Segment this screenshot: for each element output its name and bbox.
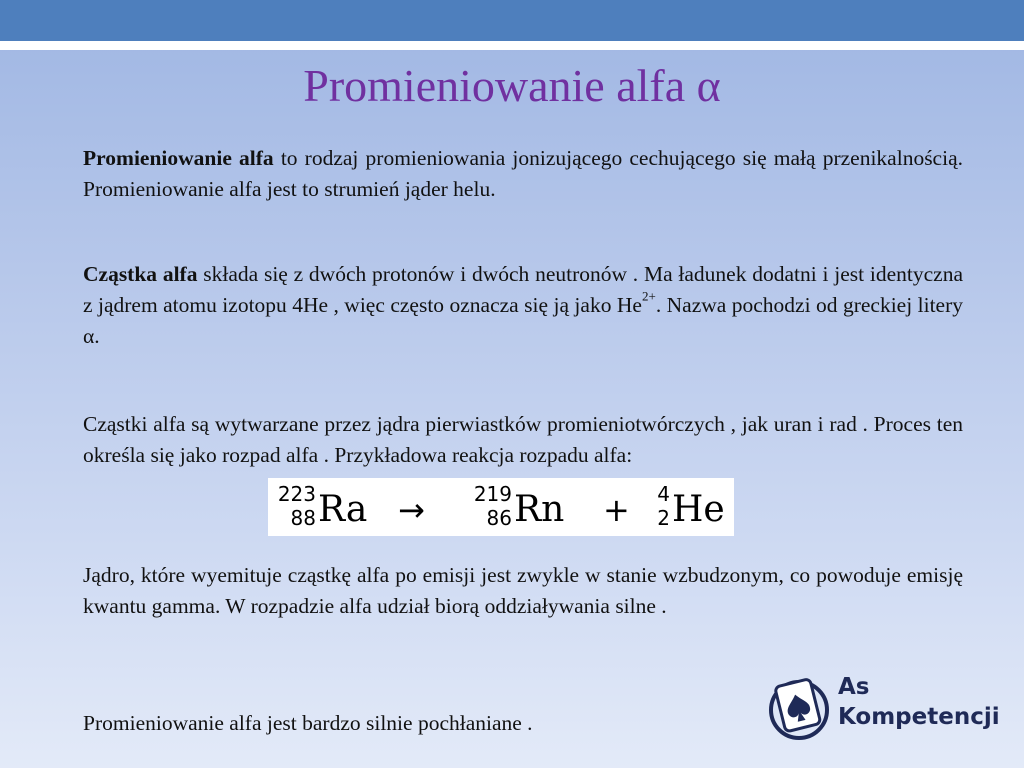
reaction-arrow: → [398,491,425,529]
logo-line-1: As [838,674,870,700]
paragraph-particle [83,259,963,352]
banner-stripe [0,41,1024,50]
mass-number: 219 [473,482,512,506]
mass-number: 4 [657,482,670,506]
paragraph-definition [83,143,963,205]
paragraph-text: składa się z dwóch protonów i dwóch neutronów . Ma ładunek dodatni i jest identyczna z jądrem atomu izotopu 4He , więc często oznacza się ją jako He [83,262,963,317]
paragraph-text: to rodzaj promieniowania jonizującego cechującego się małą przenikalnością. Promieniowanie alfa jest to strumień jąder helu. [83,146,963,201]
top-banner [0,0,1024,41]
term-bold: Promieniowanie alfa [83,146,274,170]
plus-sign: + [603,491,630,529]
paragraph-gamma: Jądro, które wyemituje cząstkę alfa po emisji jest zwykle w stanie wzbudzonym, co powoduje emisję kwantu gamma. W rozpadzie alfa udział biorą oddziaływania silne . [83,563,963,618]
term-bold: Cząstka alfa [83,262,198,286]
logo-text [838,672,1000,732]
atomic-number: 86 [486,506,512,530]
spade-card-icon [768,672,832,744]
paragraph-text-tail: . Nazwa pochodzi od greckiej litery α. [83,293,963,348]
charge-superscript: 2+ [641,288,656,304]
slide-title: Promieniowanie alfa α [303,60,721,111]
element-symbol: Ra [318,489,368,530]
paragraph-decay: Cząstki alfa są wytwarzane przez jądra pierwiastków promieniotwórczych , jak uran i rad . Proces ten określa się jako rozpad alfa . Przykładowa reakcja rozpadu alfa: [83,412,963,467]
atomic-number: 88 [290,506,316,530]
element-symbol: Rn [514,489,565,530]
logo-line-2: Kompetencji [838,704,1000,730]
paragraph-absorption: Promieniowanie alfa jest bardzo silnie pochłaniane . [83,711,533,735]
brand-logo [768,672,998,744]
decay-equation [268,478,734,536]
mass-number: 223 [277,482,316,506]
atomic-number: 2 [657,506,670,530]
element-symbol: He [672,489,725,530]
